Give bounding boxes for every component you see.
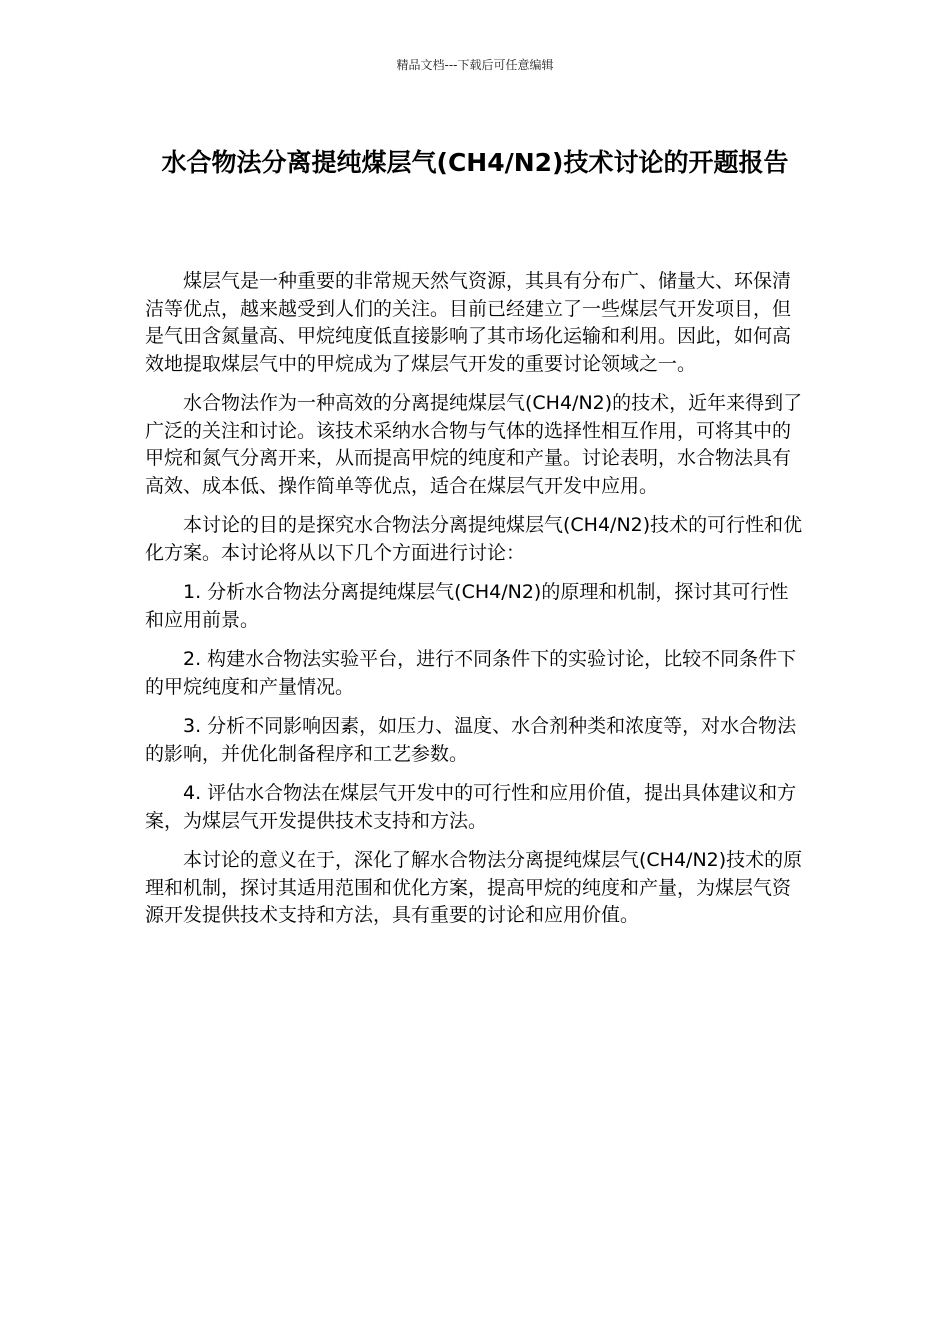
header-note: 精品文档---下载后可任意编辑 (396, 58, 554, 72)
paragraph-significance: 本讨论的意义在于，深化了解水合物法分离提纯煤层气(CH4/N2)技术的原理和机制，探讨其适用范围和优化方案，提高甲烷的纯度和产量，为煤层气资源开发提供技术支持和方法，具有重要的讨论和应用价值。 (145, 849, 803, 926)
document-title: 水合物法分离提纯煤层气(CH4/N2)技术讨论的开题报告 (161, 148, 789, 177)
document-body (145, 268, 807, 942)
list-item-1: 1. 分析水合物法分离提纯煤层气(CH4/N2)的原理和机制，探讨其可行性和应用前景。 (145, 581, 789, 631)
paragraph-intro: 煤层气是一种重要的非常规天然气资源，其具有分布广、储量大、环保清洁等优点，越来越受到人们的关注。目前已经建立了一些煤层气开发项目，但是气田含氮量高、甲烷纯度低直接影响了其市场化运输和利用。因此，如何高效地提取煤层气中的甲烷成为了煤层气开发的重要讨论领域之一。 (145, 270, 792, 375)
list-item-3: 3. 分析不同影响因素，如压力、温度、水合剂种类和浓度等，对水合物法的影响，并优化制备程序和工艺参数。 (145, 715, 797, 765)
list-item-4: 4. 评估水合物法在煤层气开发中的可行性和应用价值，提出具体建议和方案，为煤层气开发提供技术支持和方法。 (145, 782, 797, 832)
paragraph-method: 水合物法作为一种高效的分离提纯煤层气(CH4/N2)的技术，近年来得到了广泛的关注和讨论。该技术采纳水合物与气体的选择性相互作用，可将其中的甲烷和氮气分离开来，从而提高甲烷的纯度和产量。讨论表明，水合物法具有高效、成本低、操作简单等优点，适合在煤层气开发中应用。 (145, 392, 803, 497)
list-item-2: 2. 构建水合物法实验平台，进行不同条件下的实验讨论，比较不同条件下的甲烷纯度和产量情况。 (145, 648, 797, 698)
paragraph-objective: 本讨论的目的是探究水合物法分离提纯煤层气(CH4/N2)技术的可行性和优化方案。本讨论将从以下几个方面进行讨论： (145, 514, 803, 564)
